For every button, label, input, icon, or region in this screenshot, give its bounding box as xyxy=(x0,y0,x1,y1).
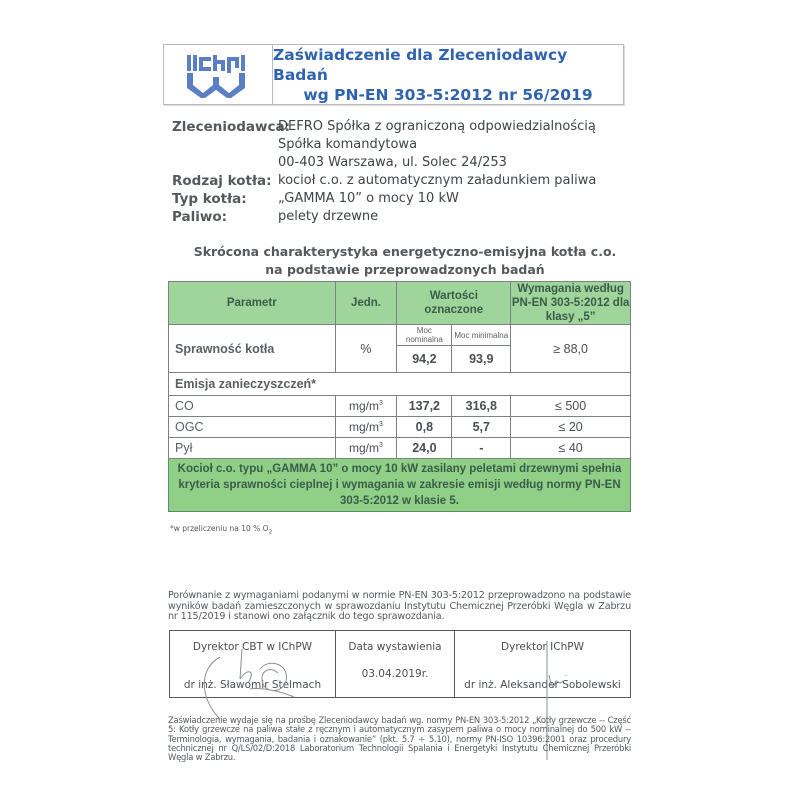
left-signer-name: dr inż. Sławomir Stelmach xyxy=(183,679,322,691)
caption-line-2: na podstawie przeprowadzonych badań xyxy=(265,262,545,277)
signature-block xyxy=(169,630,631,698)
emission-minimal: 316,8 xyxy=(452,396,511,417)
signature-right xyxy=(455,631,630,697)
unit-text: mg/m xyxy=(349,420,379,434)
table-row xyxy=(169,438,631,459)
emission-unit xyxy=(335,438,397,459)
unit-text: mg/m xyxy=(349,399,379,413)
table-caption xyxy=(165,243,645,279)
emissions-section-row xyxy=(169,373,631,396)
efficiency-unit: % xyxy=(335,325,397,373)
table-row xyxy=(169,417,631,438)
title-line-2: wg PN-EN 303-5:2012 nr 56/2019 xyxy=(303,85,593,104)
legal-note: Zaświadczenie wydaje się na prośbę Zleceniodawcy badań wg. normy PN-EN 303-5:2012 „Kotły grzewcze -- Część 5: Kotły grzewcze na paliwa stałe z ręcznym i automatycznym zasypem paliwa o mocy nominalnej do 500 kW -- Terminologia, wymagania, badania i oznakowanie” (pkt. 5.7 ÷ 5.10), normy PN-ISO 10396:2001 oraz procedury technicznej nr Q/LS/02/D:2018 Laboratorium Technologii Spalania i Energetyki Instytutu Chemicznej Przeróbki Węgla w Zabrzu. xyxy=(168,715,631,763)
info-row-boiler-kind xyxy=(172,172,596,190)
header-unit: Jedn. xyxy=(335,282,397,325)
table-row xyxy=(169,396,631,417)
emissions-section-label: Emisja zanieczyszczeń* xyxy=(169,373,631,396)
emission-name: Pył xyxy=(169,438,336,459)
characteristics-table xyxy=(168,281,631,512)
emission-requirement: ≤ 40 xyxy=(511,438,631,459)
info-value: pelety drzewne xyxy=(278,209,379,224)
subheader-minimal: Moc minimalna xyxy=(452,325,511,346)
unit-sup: 3 xyxy=(379,421,383,428)
client-info xyxy=(172,118,596,226)
efficiency-requirement: ≥ 88,0 xyxy=(511,325,631,373)
info-value: 00-403 Warszawa, ul. Solec 24/253 xyxy=(278,155,507,170)
info-label xyxy=(172,154,278,172)
emission-nominal: 24,0 xyxy=(397,438,452,459)
header-parametr: Parametr xyxy=(169,282,336,325)
info-label: Rodzaj kotła: xyxy=(172,173,272,189)
info-value: DEFRO Spółka z ograniczoną odpowiedzialnością xyxy=(278,119,596,134)
efficiency-row-top xyxy=(169,325,631,346)
left-signer-title: Dyrektor CBT w IChPW xyxy=(192,641,313,653)
ichpw-logo-icon xyxy=(185,51,251,99)
info-row-address xyxy=(172,154,596,172)
subheader-nominal: Moc nominalna xyxy=(397,325,452,346)
emission-requirement: ≤ 500 xyxy=(511,396,631,417)
info-row-boiler-type xyxy=(172,190,596,208)
header-values-label: Wartości oznaczone xyxy=(424,290,484,316)
info-label: Typ kotła: xyxy=(172,191,247,207)
emission-name: CO xyxy=(169,396,336,417)
conclusion-row xyxy=(169,459,631,512)
footnote-text: *w przeliczeniu na 10 % O xyxy=(170,524,269,533)
emission-requirement: ≤ 20 xyxy=(511,417,631,438)
title-line-1: Zaświadczenie dla Zleceniodawcy Badań xyxy=(273,45,568,84)
right-signer-name: dr inż. Aleksander Sobolewski xyxy=(464,679,621,691)
unit-sup: 3 xyxy=(379,400,383,407)
emission-minimal: - xyxy=(452,438,511,459)
emission-nominal: 137,2 xyxy=(397,396,452,417)
info-row-client xyxy=(172,118,596,136)
emission-name: OGC xyxy=(169,417,336,438)
emission-unit xyxy=(335,396,397,417)
header-requirements: Wymagania według PN-EN 303-5:2012 dla klasy „5” xyxy=(511,283,630,323)
signature-middle xyxy=(336,631,455,697)
certificate-title xyxy=(273,45,623,104)
emission-unit xyxy=(335,417,397,438)
footnote xyxy=(170,524,272,536)
logo-cell xyxy=(164,45,273,104)
unit-sup: 3 xyxy=(379,442,383,449)
efficiency-label: Sprawność kotła xyxy=(169,325,336,373)
efficiency-minimal: 93,9 xyxy=(452,346,511,373)
footnote-sub: 2 xyxy=(268,529,273,536)
header-values xyxy=(397,282,511,325)
emission-nominal: 0,8 xyxy=(397,417,452,438)
info-value: Spółka komandytowa xyxy=(278,137,418,152)
info-value: kocioł c.o. z automatycznym załadunkiem paliwa xyxy=(278,173,597,188)
info-label: Zleceniodawca: xyxy=(172,119,290,135)
info-label xyxy=(172,136,278,154)
unit-text: mg/m xyxy=(349,441,379,455)
table-header-row xyxy=(169,282,631,325)
caption-line-1: Skrócona charakterystyka energetyczno-emisyjna kotła c.o. xyxy=(193,244,617,259)
certificate-header xyxy=(163,44,624,105)
conclusion-text: Kocioł c.o. typu „GAMMA 10” o mocy 10 kW zasilany peletami drzewnymi spełnia kryteria sprawności cieplnej i wymagania w zakresie emisji według normy PN-EN 303-5:2012 w klasie 5. xyxy=(169,459,631,512)
signature-left xyxy=(170,631,336,697)
info-row-client-2 xyxy=(172,136,596,154)
comparison-paragraph: Porównanie z wymaganiami podanymi w normie PN-EN 303-5:2012 przeprowadzono na podstawie wyników badań zamieszczonych w sprawozdaniu Instytutu Chemicznej Przeróbki Węgla w Zabrzu nr 115/2019 i stanowi ono załącznik do tego sprawozdania. xyxy=(168,590,631,622)
efficiency-nominal: 94,2 xyxy=(397,346,452,373)
right-signer-title: Dyrektor IChPW xyxy=(501,641,584,653)
emission-minimal: 5,7 xyxy=(452,417,511,438)
info-row-fuel xyxy=(172,208,596,226)
info-label: Paliwo: xyxy=(172,209,228,225)
issue-date-label: Data wystawienia xyxy=(348,641,442,653)
info-value: „GAMMA 10” o mocy 10 kW xyxy=(278,191,459,206)
issue-date: 03.04.2019r. xyxy=(361,668,429,680)
